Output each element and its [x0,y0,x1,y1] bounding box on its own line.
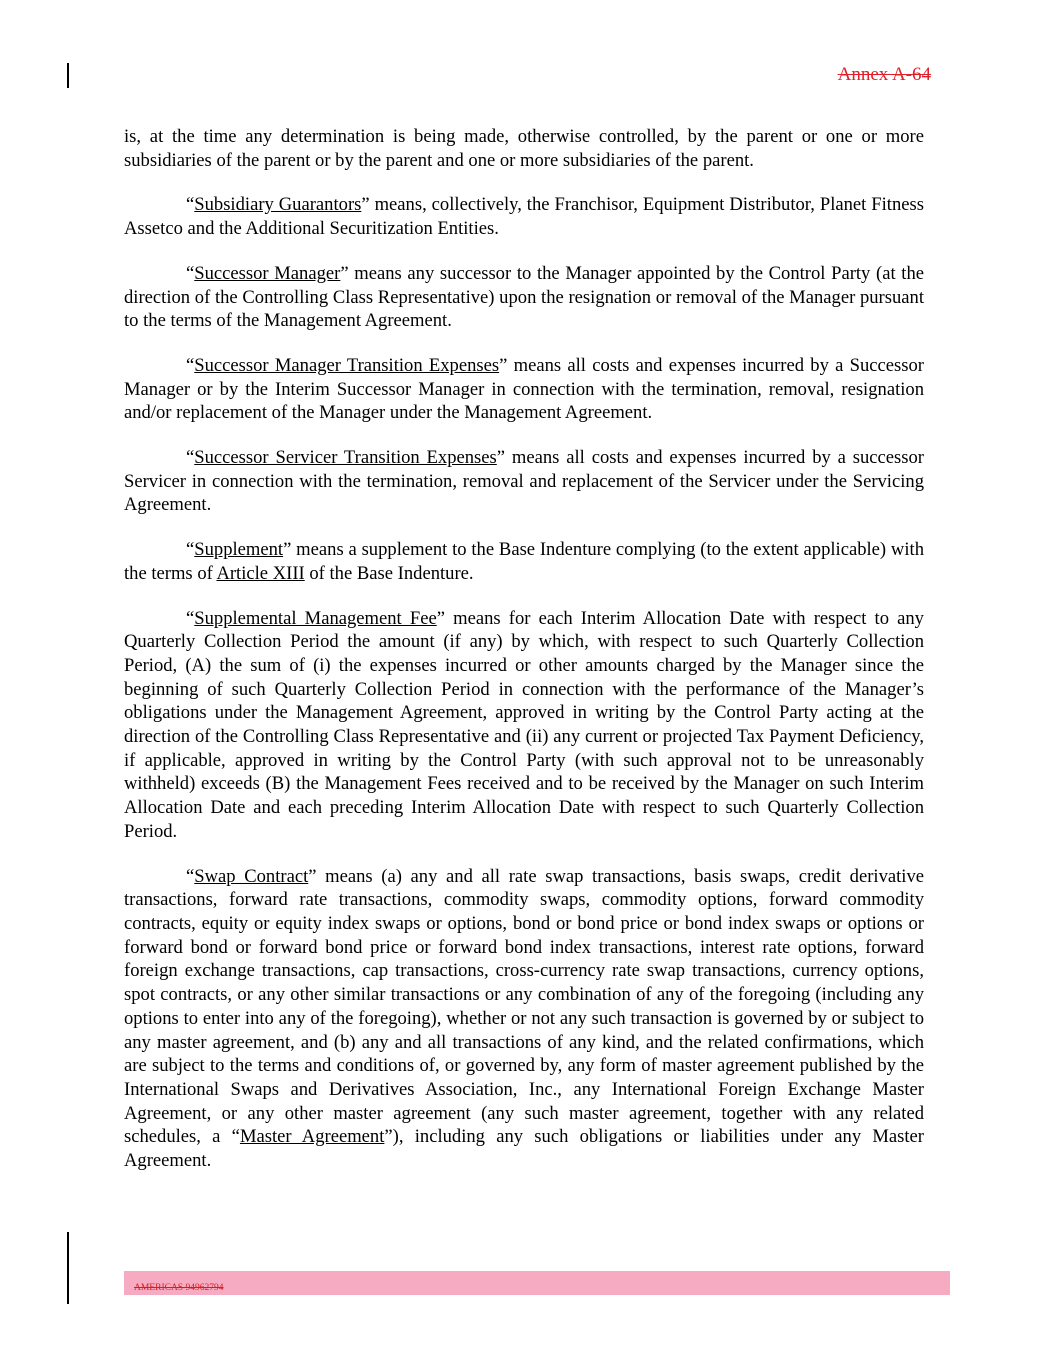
definition-text: ”), including any such obligations or liabilities under any Master Agreement. [124,1126,924,1172]
definition-successor-manager-transition-expenses: “Successor Manager Transition Expenses” means all costs and expenses incurred by a Successor Manager or by the Interim Successor Manager in connection with the termination, removal, resignation and/or replacement of the Manager under the Management Agreement. [124,354,924,424]
defined-term: Supplement [194,539,284,561]
change-bar-bottom [67,1232,69,1304]
definition-text: ” means, collectively, the Franchisor, Equipment Distributor, Planet Fitness Assetco and the Additional Securitization Entities. [124,194,924,240]
definition-successor-servicer-transition-expenses: “Successor Servicer Transition Expenses” means all costs and expenses incurred by a successor Servicer in connection with the termination, removal and replacement of the Servicer under the Servicing Agreement. [124,447,924,516]
defined-term-inline: Master Agreement [239,1126,385,1148]
footer-document-id: AMERICAS 94962794 [134,1283,224,1293]
definition-supplemental-management-fee: “Supplemental Management Fee” means for each Interim Allocation Date with respect to any Quarterly Collection Period the amount (if any) by which, with respect to such Quarterly Collection Period, (A) the sum of (i) the expenses incurred or other amounts charged by the Manager since the beginning of such Quarterly Collection Period in connection with the performance of the Manager’s obligations under the Management Agreement, approved in writing by the Control Party acting at the direction of the Controlling Class Representative and (ii) any current or projected Tax Payment Deficiency, if applicable, approved in writing by the Control Party (with such approval not to be unreasonably withheld) exceeds (B) the Management Fees received and to be received by the Manager on such Interim Allocation Date and each preceding Interim Allocation Date with respect to such Quarterly Collection Period. [124,607,924,842]
definition-text: ” means (a) any and all rate swap transactions, basis swaps, credit derivative transactions, forward rate transactions, commodity swaps, commodity options, forward commodity contracts, equity or equity index swaps or options, bond or bond price or bond index swaps or options or forward bond or forward bond price or forward bond index transactions, interest rate options, forward foreign exchange transactions, cap transactions, cross-currency rate swap transactions, currency options, spot contracts, or any other similar transactions or any combination of any of the foregoing (including any options to enter into any of the foregoing), whether or not any such transaction is governed by or subject to any master agreement, and (b) any and all transactions of any kind, and the related confirmations, which are subject to the terms and conditions of, or governed by, any form of master agreement published by the International Swaps and Derivatives Association, Inc., any International Foreign Exchange Master Agreement, or any other master agreement (any such master agreement, together with any related schedules, a “ [124,865,924,1148]
annex-page-label: Annex A-64 [837,64,931,85]
definition-subsidiary-guarantors: “Subsidiary Guarantors” means, collectively, the Franchisor, Equipment Distributor, Planet Fitness Assetco and the Additional Securitization Entities. [124,194,924,240]
definition-text: ” means a supplement to the Base Indenture complying (to the extent applicable) with the terms of [124,539,924,584]
defined-term: Successor Manager Transition Expenses [194,354,500,376]
defined-term: Supplemental Management Fee [194,607,437,629]
document-body [124,125,924,1194]
defined-term: Successor Servicer Transition Expenses [194,447,497,469]
footer-highlight-bar [124,1271,950,1295]
definition-supplement: “Supplement” means a supplement to the Base Indenture complying (to the extent applicable) with the terms of Article XIII of the Base Indenture. [124,539,924,584]
definition-successor-manager: “Successor Manager” means any successor to the Manager appointed by the Control Party (at the direction of the Controlling Class Representative) upon the resignation or removal of the Manager pursuant to the terms of the Management Agreement. [124,262,924,332]
defined-term: Swap Contract [194,865,309,887]
defined-term: Successor Manager [194,262,341,284]
definition-text: ” means any successor to the Manager appointed by the Control Party (at the direction of the Controlling Class Representative) upon the resignation or removal of the Manager pursuant to the terms of the Management Agreement. [124,262,924,332]
paragraph-continuation [124,125,924,172]
definition-text: ” means all costs and expenses incurred by a Successor Manager or by the Interim Successor Manager in connection with the termination, removal, resignation and/or replacement of the Manager under the Management Agreement. [124,354,924,424]
definition-swap-contract: “Swap Contract” means (a) any and all rate swap transactions, basis swaps, credit derivative transactions, forward rate transactions, commodity swaps, commodity options, forward commodity contracts, equity or equity index swaps or options, bond or bond price or bond index swaps or options or forward bond or forward bond price or forward bond index transactions, interest rate options, forward foreign exchange transactions, cap transactions, cross-currency rate swap transactions, currency options, spot contracts, or any other similar transactions or any combination of any of the foregoing (including any options to enter into any of the foregoing), whether or not any such transaction is governed by or subject to any master agreement, and (b) any and all transactions of any kind, and the related confirmations, which are subject to the terms and conditions of, or governed by, any form of master agreement published by the International Swaps and Derivatives Association, Inc., any International Foreign Exchange Master Agreement, or any other master agreement (any such master agreement, together with any related schedules, a “Master Agreement”), including any such obligations or liabilities under any Master Agreement. [124,865,924,1172]
definition-text: ” means all costs and expenses incurred by a successor Servicer in connection with the termination, removal and replacement of the Servicer under the Servicing Agreement. [124,447,924,516]
definition-text: of the Base Indenture. [304,562,474,584]
change-bar-top [67,63,69,88]
cross-reference: Article XIII [216,562,305,584]
defined-term: Subsidiary Guarantors [194,194,362,216]
paragraph-text: is, at the time any determination is being made, otherwise controlled, by the parent or one or more subsidiaries of the parent or by the parent and one or more subsidiaries of the parent. [124,126,924,171]
definition-text: ” means for each Interim Allocation Date with respect to any Quarterly Collection Period the amount (if any) by which, with respect to such Quarterly Collection Period, (A) the sum of (i) the expenses incurred or other amounts charged by the Manager since the beginning of such Quarterly Collection Period in connection with the performance of the Manager’s obligations under the Management Agreement, approved in writing by the Control Party acting at the direction of the Controlling Class Representative and (ii) any current or projected Tax Payment Deficiency, if applicable, approved in writing by the Control Party (with such approval not to be unreasonably withheld) exceeds (B) the Management Fees received and to be received by the Manager on such Interim Allocation Date and each preceding Interim Allocation Date with respect to such Quarterly Collection Period. [124,607,924,842]
